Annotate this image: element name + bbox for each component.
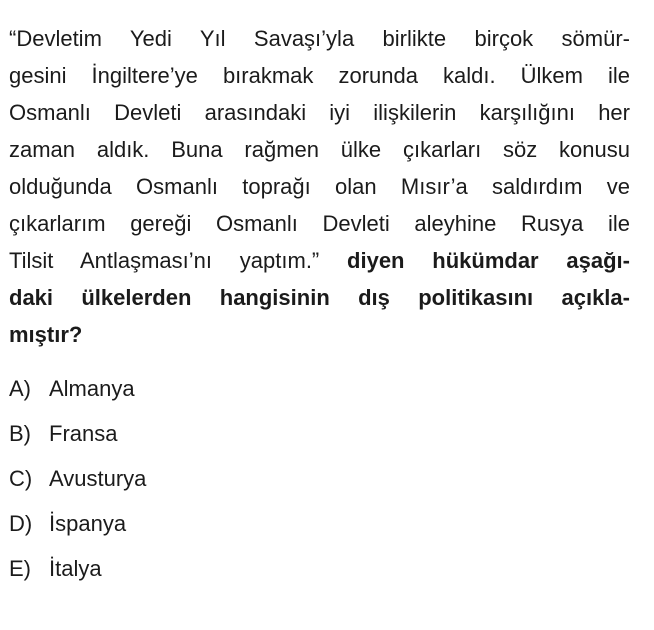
option-d[interactable] <box>9 505 146 550</box>
option-letter: D) <box>9 511 33 536</box>
option-a[interactable] <box>9 370 146 415</box>
question-bold-line: mıştır? <box>9 322 83 347</box>
option-text: İspanya <box>49 511 127 536</box>
question-line: zaman aldık. Buna rağmen ülke çıkarları söz konusu <box>9 137 630 162</box>
option-letter: E) <box>9 556 31 581</box>
question-line: Osmanlı Devleti arasındaki iyi ilişkilerin karşılığını her <box>9 100 630 125</box>
option-text: İtalya <box>49 556 102 581</box>
question-line: çıkarlarım gereği Osmanlı Devleti aleyhine Rusya ile <box>9 211 630 236</box>
option-text: Avusturya <box>49 466 147 491</box>
option-letter: B) <box>9 421 31 446</box>
option-b[interactable] <box>9 415 146 460</box>
question-line-normal-part: Tilsit Antlaşması’nı yaptım.” <box>9 248 348 273</box>
answer-options <box>9 370 146 595</box>
question-bold-line: daki ülkelerden hangisinin dış politikasını açıkla- <box>9 285 630 310</box>
question-line-bold-part: diyen hükümdar aşağı- <box>347 248 630 273</box>
question-line: olduğunda Osmanlı toprağı olan Mısır’a saldırdım ve <box>9 174 630 199</box>
question-line-mixed <box>9 242 630 279</box>
question-line: gesini İngiltere’ye bırakmak zorunda kaldı. Ülkem ile <box>9 63 630 88</box>
question-text <box>9 20 630 353</box>
option-c[interactable] <box>9 460 146 505</box>
option-text: Almanya <box>49 376 135 401</box>
option-e[interactable] <box>9 550 146 595</box>
option-letter: A) <box>9 376 31 401</box>
option-letter: C) <box>9 466 33 491</box>
option-text: Fransa <box>49 421 118 446</box>
question-line: “Devletim Yedi Yıl Savaşı’yla birlikte birçok sömür- <box>9 26 630 51</box>
